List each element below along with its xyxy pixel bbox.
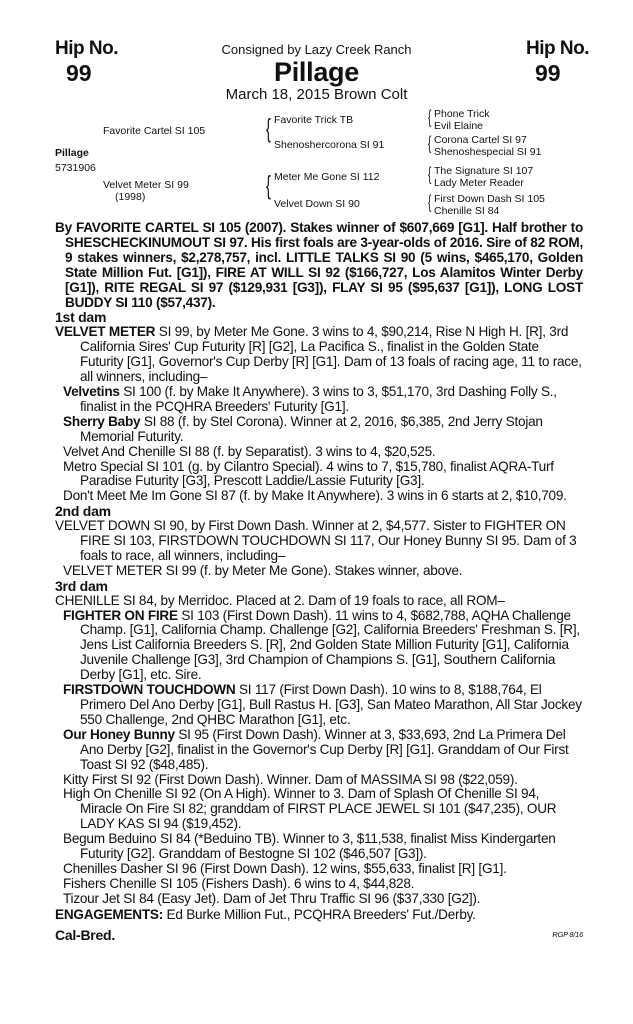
catalog-body bbox=[55, 221, 583, 943]
brace-4: { bbox=[428, 192, 432, 212]
produce-name: Our Honey Bunny bbox=[63, 726, 175, 742]
first-dam-paragraph bbox=[55, 325, 583, 385]
first-dam-heading: 1st dam bbox=[55, 309, 107, 326]
third-dam-paragraph: CHENILLE SI 84, by Merridoc. Placed at 2. Dam of 19 foals to race, all ROM– bbox=[55, 592, 505, 608]
produce-text: Begum Beduino SI 84 (*Beduino TB). Winner to 3, $11,538, finalist Miss Kindergarten Futurity [G2]. Granddam of Bestogne SI 102 ($46,507 [G3]). bbox=[63, 831, 556, 862]
second-dam-foal: VELVET METER SI 99 (f. by Meter Me Gone). Stakes winner, above. bbox=[63, 562, 463, 578]
produce-record bbox=[55, 415, 583, 445]
engagements bbox=[55, 908, 583, 923]
dam-brace: { bbox=[266, 170, 271, 200]
produce-record bbox=[55, 683, 583, 728]
produce-record bbox=[55, 728, 583, 773]
produce-text: Tizour Jet SI 84 (Easy Jet). Dam of Jet Thru Traffic SI 96 ($37,330 [G2]). bbox=[63, 890, 481, 906]
produce-name: Sherry Baby bbox=[63, 413, 141, 429]
sire-name: Favorite Cartel SI 105 bbox=[103, 125, 206, 137]
produce-text: SI 103 (First Down Dash). 11 wins to 4, $682,788, AQHA Challenge Champ. [G1], California Champ. Challenge [G2], California Breeders' Freshman S. [R], Jens List California Breeders S. [R], 2nd Golden State Million Futurity [G1], California Juvenile Challenge [G3], 3rd Champion of Champions S. [G1], Southern California Derby [G1], etc. Sire. bbox=[80, 607, 580, 683]
produce-text: Metro Special SI 101 (g. by Cilantro Special). 4 wins to 7, $15,780, finalist AQRA-Turf Paradise Futurity [G3], Prescott Laddie/Lassie Futurity [G3]. bbox=[63, 458, 554, 489]
produce-name: FIRSTDOWN TOUCHDOWN bbox=[63, 682, 236, 698]
produce-text: SI 88 (f. by Stel Corona). Winner at 2, 2016, $6,385, 2nd Jerry Stojan Memorial Futurity. bbox=[80, 413, 543, 444]
produce-text: SI 100 (f. by Make It Anywhere). 3 wins to 3, $51,170, 3rd Dashing Folly S., finalist in the PCQHRA Breeders' Futurity [G1]. bbox=[80, 383, 557, 414]
first-dam-text: SI 99, by Meter Me Gone. 3 wins to 4, $90,214, Rise N High H. [R], 3rd California Sires' Cup Futurity [R] [G2], La Pacifica S., finalist in the Golden State Futurity [G1], Governor's Cup Derby [R] [G1]. Dam of 13 foals of racing age, 11 to race, all winners, including– bbox=[80, 324, 582, 385]
produce-record bbox=[55, 460, 583, 490]
ggp-2: Evil Elaine bbox=[434, 120, 484, 132]
produce-text: SI 117 (First Down Dash). 10 wins to 8, $188,764, El Primero Del Ano Derby [G1], Bull Rastus H. [G3], San Mateo Marathon, All Star Jockey 550 Challenge, 2nd QHBC Marathon [G1], etc. bbox=[80, 682, 582, 727]
catalog-code: RGP 8/16 bbox=[552, 929, 583, 939]
third-dam-heading: 3rd dam bbox=[55, 577, 108, 594]
produce-record bbox=[55, 609, 583, 684]
engagements-label: ENGAGEMENTS: bbox=[55, 906, 164, 922]
produce-record bbox=[55, 489, 583, 504]
dam-name: Velvet Meter SI 99 bbox=[103, 179, 189, 191]
first-dam-foals bbox=[55, 385, 583, 504]
produce-text: SI 95 (First Down Dash). Winner at 3, $33,693, 2nd La Primera Del Ano Derby [G2], finalist in the Governor's Cup Derby [R] [G1]. Granddam of Our First Toast SI 92 ($48,485). bbox=[80, 726, 569, 772]
sire-brace: { bbox=[266, 113, 271, 143]
ggp-5: The Signature SI 107 bbox=[434, 165, 534, 177]
produce-record bbox=[55, 832, 583, 862]
ggp-6: Lady Meter Reader bbox=[434, 177, 524, 189]
brace-3: { bbox=[428, 164, 432, 184]
ggp-1: Phone Trick bbox=[434, 108, 490, 120]
third-dam-foals bbox=[55, 609, 583, 907]
subject-name: Pillage bbox=[55, 147, 89, 159]
sire-sire: Favorite Trick TB bbox=[274, 114, 354, 126]
produce-record bbox=[55, 773, 583, 788]
horse-name: Pillage bbox=[274, 57, 359, 87]
produce-text: Chenilles Dasher SI 96 (First Down Dash). 12 wins, $55,633, finalist [R] [G1]. bbox=[63, 860, 507, 876]
ggp-8: Chenille SI 84 bbox=[434, 205, 500, 217]
produce-record bbox=[55, 787, 583, 832]
first-dam-name: VELVET METER bbox=[55, 324, 156, 340]
brace-1: { bbox=[428, 107, 432, 127]
produce-text: Kitty First SI 92 (First Down Dash). Winner. Dam of MASSIMA SI 98 ($22,059). bbox=[63, 771, 518, 787]
hip-label-left: Hip No. bbox=[55, 38, 118, 59]
second-dam-heading: 2nd dam bbox=[55, 503, 111, 520]
produce-record bbox=[55, 445, 583, 460]
hip-number-right: 99 bbox=[535, 60, 561, 86]
ggp-3: Corona Cartel SI 97 bbox=[434, 134, 527, 146]
produce-text: Fishers Chenille SI 105 (Fishers Dash). 6 wins to 4, $44,828. bbox=[63, 875, 415, 891]
produce-record bbox=[55, 877, 583, 892]
produce-name: FIGHTER ON FIRE bbox=[63, 607, 178, 623]
produce-record bbox=[55, 892, 583, 907]
produce-text: Don't Meet Me Im Gone SI 87 (f. by Make It Anywhere). 3 wins in 6 starts at 2, $10,709. bbox=[63, 488, 567, 504]
produce-text: Velvet And Chenille SI 88 (f. by Separatist). 3 wins to 4, $20,525. bbox=[63, 443, 436, 459]
second-dam-paragraph: VELVET DOWN SI 90, by First Down Dash. Winner at 2, $4,577. Sister to FIGHTER ON FIRE SI 103, FIRSTDOWN TOUCHDOWN SI 117, Our Honey Bunny SI 95. Dam of 3 foals to race, all winners, including– bbox=[55, 518, 577, 563]
hip-label-right: Hip No. bbox=[526, 38, 589, 59]
sire-paragraph: By FAVORITE CARTEL SI 105 (2007). Stakes winner of $607,669 [G1]. Half brother to SHESCHECKINUMOUT SI 97. His first foals are 3-year-olds of 2016. Sire of 82 ROM, 9 stakes winners, $2,278,757, incl. LITTLE TALKS SI 90 (5 wins, $465,170, Golden State Million Fut. [G1]), FIRE AT WILL SI 92 ($166,727, Los Alamitos Winter Derby [G1]), RITE REGAL SI 97 ($129,931 [G3]), FLAY SI 95 ($95,637 [G1]), LONG LOST BUDDY SI 110 ($57,437). bbox=[55, 220, 583, 310]
registration-number: 5731906 bbox=[55, 162, 96, 174]
dam-sire: Meter Me Gone SI 112 bbox=[274, 171, 380, 183]
produce-text: High On Chenille SI 92 (On A High). Winner to 3. Dam of Splash Of Chenille SI 94, Miracle On Fire SI 82; granddam of FIRST PLACE JEWEL SI 101 ($47,235), OUR LADY KAS SI 94 ($19,452). bbox=[63, 786, 557, 832]
cal-bred: Cal-Bred. bbox=[55, 926, 115, 943]
dam-dam: Velvet Down SI 90 bbox=[274, 198, 360, 210]
produce-name: Velvetins bbox=[63, 383, 120, 399]
consignor: Consigned by Lazy Creek Ranch bbox=[221, 42, 412, 57]
ggp-4: Shenoshespecial SI 91 bbox=[434, 146, 542, 158]
engagements-text: Ed Burke Million Fut., PCQHRA Breeders' Fut./Derby. bbox=[163, 906, 476, 922]
footer bbox=[55, 928, 583, 943]
ggp-7: First Down Dash SI 105 bbox=[434, 193, 545, 205]
brace-2: { bbox=[428, 133, 432, 153]
sire-dam: Shenoshercorona SI 91 bbox=[274, 139, 385, 151]
hip-number-left: 99 bbox=[66, 60, 92, 86]
dam-year: (1998) bbox=[115, 191, 146, 203]
foaling-info: March 18, 2015 Brown Colt bbox=[225, 86, 408, 103]
produce-record bbox=[55, 385, 583, 415]
produce-record bbox=[55, 862, 583, 877]
